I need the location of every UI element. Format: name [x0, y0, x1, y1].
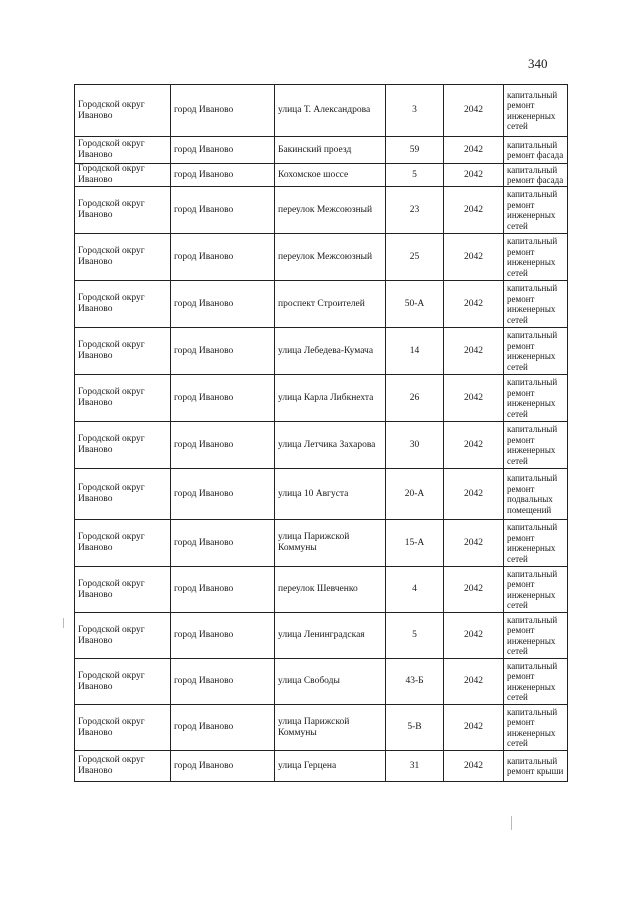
work-type-cell: капитальный ремонт фасада — [504, 164, 568, 187]
work-type-cell: капитальный ремонт инженерных сетей — [504, 234, 568, 281]
street-cell: улица Ленинградская — [275, 613, 386, 659]
work-type-cell: капитальный ремонт инженерных сетей — [504, 659, 568, 705]
city-cell: город Иваново — [171, 137, 275, 164]
work-type-cell: капитальный ремонт фасада — [504, 137, 568, 164]
street-cell: Кохомское шоссе — [275, 164, 386, 187]
year-cell: 2042 — [444, 85, 504, 137]
district-cell: Городской округ Иваново — [75, 422, 171, 469]
city-cell: город Иваново — [171, 659, 275, 705]
house-number-cell: 31 — [386, 751, 444, 782]
year-cell: 2042 — [444, 705, 504, 751]
table-row — [75, 137, 568, 164]
table-row — [75, 234, 568, 281]
street-cell: улица Герцена — [275, 751, 386, 782]
house-number-cell: 26 — [386, 375, 444, 422]
district-cell: Городской округ Иваново — [75, 375, 171, 422]
house-number-cell: 5 — [386, 613, 444, 659]
street-cell: улица Карла Либкнехта — [275, 375, 386, 422]
district-cell: Городской округ Иваново — [75, 613, 171, 659]
year-cell: 2042 — [444, 613, 504, 659]
city-cell: город Иваново — [171, 375, 275, 422]
year-cell: 2042 — [444, 567, 504, 613]
street-cell: переулок Шевченко — [275, 567, 386, 613]
year-cell: 2042 — [444, 137, 504, 164]
city-cell: город Иваново — [171, 613, 275, 659]
district-cell: Городской округ Иваново — [75, 164, 171, 187]
street-cell: улица 10 Августа — [275, 469, 386, 520]
city-cell: город Иваново — [171, 328, 275, 375]
year-cell: 2042 — [444, 520, 504, 567]
house-number-cell: 4 — [386, 567, 444, 613]
district-cell: Городской округ Иваново — [75, 281, 171, 328]
table-row — [75, 520, 568, 567]
house-number-cell: 5-В — [386, 705, 444, 751]
city-cell: город Иваново — [171, 187, 275, 234]
page-number: 340 — [528, 56, 548, 71]
year-cell: 2042 — [444, 375, 504, 422]
house-number-cell: 15-А — [386, 520, 444, 567]
district-cell: Городской округ Иваново — [75, 659, 171, 705]
street-cell: улица Лебедева-Кумача — [275, 328, 386, 375]
year-cell: 2042 — [444, 422, 504, 469]
table-row — [75, 567, 568, 613]
street-cell: улица Свободы — [275, 659, 386, 705]
city-cell: город Иваново — [171, 85, 275, 137]
work-type-cell: капитальный ремонт инженерных сетей — [504, 520, 568, 567]
district-cell: Городской округ Иваново — [75, 751, 171, 782]
street-cell: переулок Межсоюзный — [275, 234, 386, 281]
table-body — [75, 85, 568, 782]
year-cell: 2042 — [444, 234, 504, 281]
year-cell: 2042 — [444, 281, 504, 328]
city-cell: город Иваново — [171, 164, 275, 187]
street-cell: переулок Межсоюзный — [275, 187, 386, 234]
house-number-cell: 43-Б — [386, 659, 444, 705]
city-cell: город Иваново — [171, 281, 275, 328]
district-cell: Городской округ Иваново — [75, 187, 171, 234]
city-cell: город Иваново — [171, 469, 275, 520]
house-number-cell: 25 — [386, 234, 444, 281]
table-row — [75, 187, 568, 234]
city-cell: город Иваново — [171, 751, 275, 782]
work-type-cell: капитальный ремонт инженерных сетей — [504, 567, 568, 613]
table-row — [75, 613, 568, 659]
table-row — [75, 281, 568, 328]
work-type-cell: капитальный ремонт инженерных сетей — [504, 281, 568, 328]
table-row — [75, 705, 568, 751]
street-cell: Бакинский проезд — [275, 137, 386, 164]
district-cell: Городской округ Иваново — [75, 234, 171, 281]
year-cell: 2042 — [444, 187, 504, 234]
street-cell: улица Т. Александрова — [275, 85, 386, 137]
district-cell: Городской округ Иваново — [75, 567, 171, 613]
house-number-cell: 30 — [386, 422, 444, 469]
table-row — [75, 422, 568, 469]
year-cell: 2042 — [444, 751, 504, 782]
house-number-cell: 3 — [386, 85, 444, 137]
house-number-cell: 20-А — [386, 469, 444, 520]
work-type-cell: капитальный ремонт инженерных сетей — [504, 705, 568, 751]
table-row — [75, 375, 568, 422]
house-number-cell: 5 — [386, 164, 444, 187]
year-cell: 2042 — [444, 328, 504, 375]
city-cell: город Иваново — [171, 705, 275, 751]
table-row — [75, 85, 568, 137]
district-cell: Городской округ Иваново — [75, 85, 171, 137]
district-cell: Городской округ Иваново — [75, 137, 171, 164]
table-row — [75, 659, 568, 705]
work-type-cell: капитальный ремонт инженерных сетей — [504, 422, 568, 469]
repair-schedule-table — [74, 84, 568, 782]
city-cell: город Иваново — [171, 567, 275, 613]
street-cell: улица Летчика Захарова — [275, 422, 386, 469]
work-type-cell: капитальный ремонт инженерных сетей — [504, 613, 568, 659]
work-type-cell: капитальный ремонт инженерных сетей — [504, 375, 568, 422]
street-cell: проспект Строителей — [275, 281, 386, 328]
house-number-cell: 23 — [386, 187, 444, 234]
year-cell: 2042 — [444, 164, 504, 187]
table-row — [75, 328, 568, 375]
work-type-cell: капитальный ремонт инженерных сетей — [504, 187, 568, 234]
street-cell: улица Парижской Коммуны — [275, 520, 386, 567]
scan-artifact — [63, 618, 64, 628]
district-cell: Городской округ Иваново — [75, 705, 171, 751]
work-type-cell: капитальный ремонт подвальных помещений — [504, 469, 568, 520]
scan-artifact — [511, 816, 512, 830]
work-type-cell: капитальный ремонт крыши — [504, 751, 568, 782]
house-number-cell: 14 — [386, 328, 444, 375]
city-cell: город Иваново — [171, 234, 275, 281]
house-number-cell: 50-А — [386, 281, 444, 328]
district-cell: Городской округ Иваново — [75, 469, 171, 520]
year-cell: 2042 — [444, 469, 504, 520]
city-cell: город Иваново — [171, 422, 275, 469]
street-cell: улица Парижской Коммуны — [275, 705, 386, 751]
table-row — [75, 751, 568, 782]
district-cell: Городской округ Иваново — [75, 520, 171, 567]
district-cell: Городской округ Иваново — [75, 328, 171, 375]
house-number-cell: 59 — [386, 137, 444, 164]
year-cell: 2042 — [444, 659, 504, 705]
table-row — [75, 164, 568, 187]
city-cell: город Иваново — [171, 520, 275, 567]
work-type-cell: капитальный ремонт инженерных сетей — [504, 328, 568, 375]
work-type-cell: капитальный ремонт инженерных сетей — [504, 85, 568, 137]
table-row — [75, 469, 568, 520]
